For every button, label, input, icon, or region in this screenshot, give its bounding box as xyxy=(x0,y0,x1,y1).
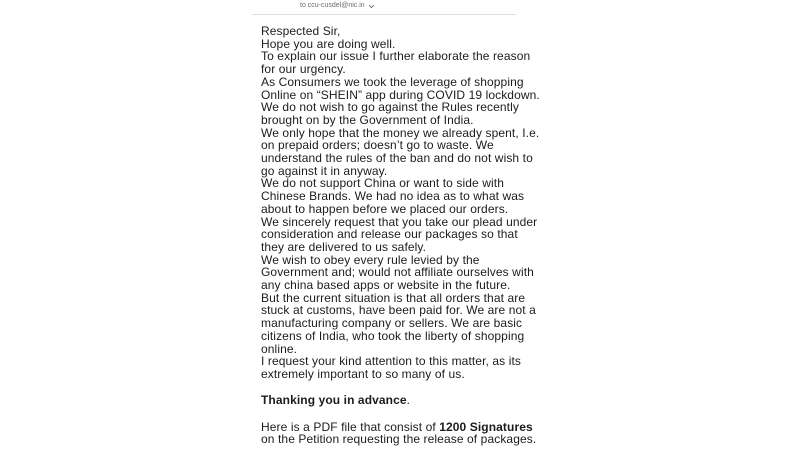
body-line: We sincerely request that you take our plead under xyxy=(261,214,538,229)
closing-thanks-period: . xyxy=(406,393,411,408)
body-line: any china based apps or website in the future. xyxy=(261,278,511,293)
body-line: go against it in anyway. xyxy=(261,163,388,178)
closing-thanks-bold: Thanking you in advance xyxy=(261,393,407,408)
body-line: As Consumers we took the leverage of shopping xyxy=(261,74,524,89)
body-line: Hope you are doing well. xyxy=(261,36,396,51)
chevron-down-icon xyxy=(368,3,375,10)
body-line: understand the rules of the ban and do not wish to xyxy=(261,151,533,166)
body-line: on prepaid orders; doesn’t go to waste. We xyxy=(261,138,494,153)
closing-thanks xyxy=(261,394,506,407)
email-header-divider xyxy=(252,0,516,15)
body-line: Chinese Brands. We had no idea as to what was xyxy=(261,189,525,204)
pdf-description-line: on the Petition requesting the release of packages. xyxy=(261,432,537,447)
body-line: We do not wish to go against the Rules recently xyxy=(261,100,519,115)
body-line: stuck at customs, have been paid for. We are not a xyxy=(261,303,536,318)
recipient-details-toggle[interactable] xyxy=(300,0,375,12)
body-line: brought on by the Government of India. xyxy=(261,112,474,127)
recipient-address: to ccu-cusdel@nic.in xyxy=(300,2,365,9)
body-line: they are delivered to us safely. xyxy=(261,239,427,254)
email-message-body xyxy=(261,24,540,447)
body-line: Online on “SHEIN” app during COVID 19 lockdown. xyxy=(261,87,540,102)
body-line: I request your kind attention to this matter, as its xyxy=(261,354,521,369)
body-line: We wish to obey every rule levied by the xyxy=(261,252,480,267)
paragraph-spacer xyxy=(261,407,506,421)
body-line: about to happen before we placed our orders. xyxy=(261,201,509,216)
paragraph-spacer xyxy=(261,381,506,395)
body-line: online. xyxy=(261,341,298,356)
signature-count: 1200 Signatures xyxy=(439,419,533,434)
body-line: extremely important to so many of us. xyxy=(261,366,465,381)
body-line: citizens of India, who took the liberty of shopping xyxy=(261,328,525,343)
body-line: Respected Sir, xyxy=(261,24,341,38)
body-line: manufacturing company or sellers. We are basic xyxy=(261,316,523,331)
body-line: for our urgency. xyxy=(261,62,346,77)
pdf-intro-text: Here is a PDF file that consist of xyxy=(261,419,440,434)
body-line: We do not support China or want to side with xyxy=(261,176,504,191)
body-line: Government and; would not affiliate ourselves with xyxy=(261,265,534,280)
body-line: But the current situation is that all orders that are xyxy=(261,290,526,305)
body-line: To explain our issue I further elaborate the reason xyxy=(261,49,531,64)
body-line: consideration and release our packages so that xyxy=(261,227,518,242)
body-line: We only hope that the money we already spent, I.e. xyxy=(261,125,540,140)
